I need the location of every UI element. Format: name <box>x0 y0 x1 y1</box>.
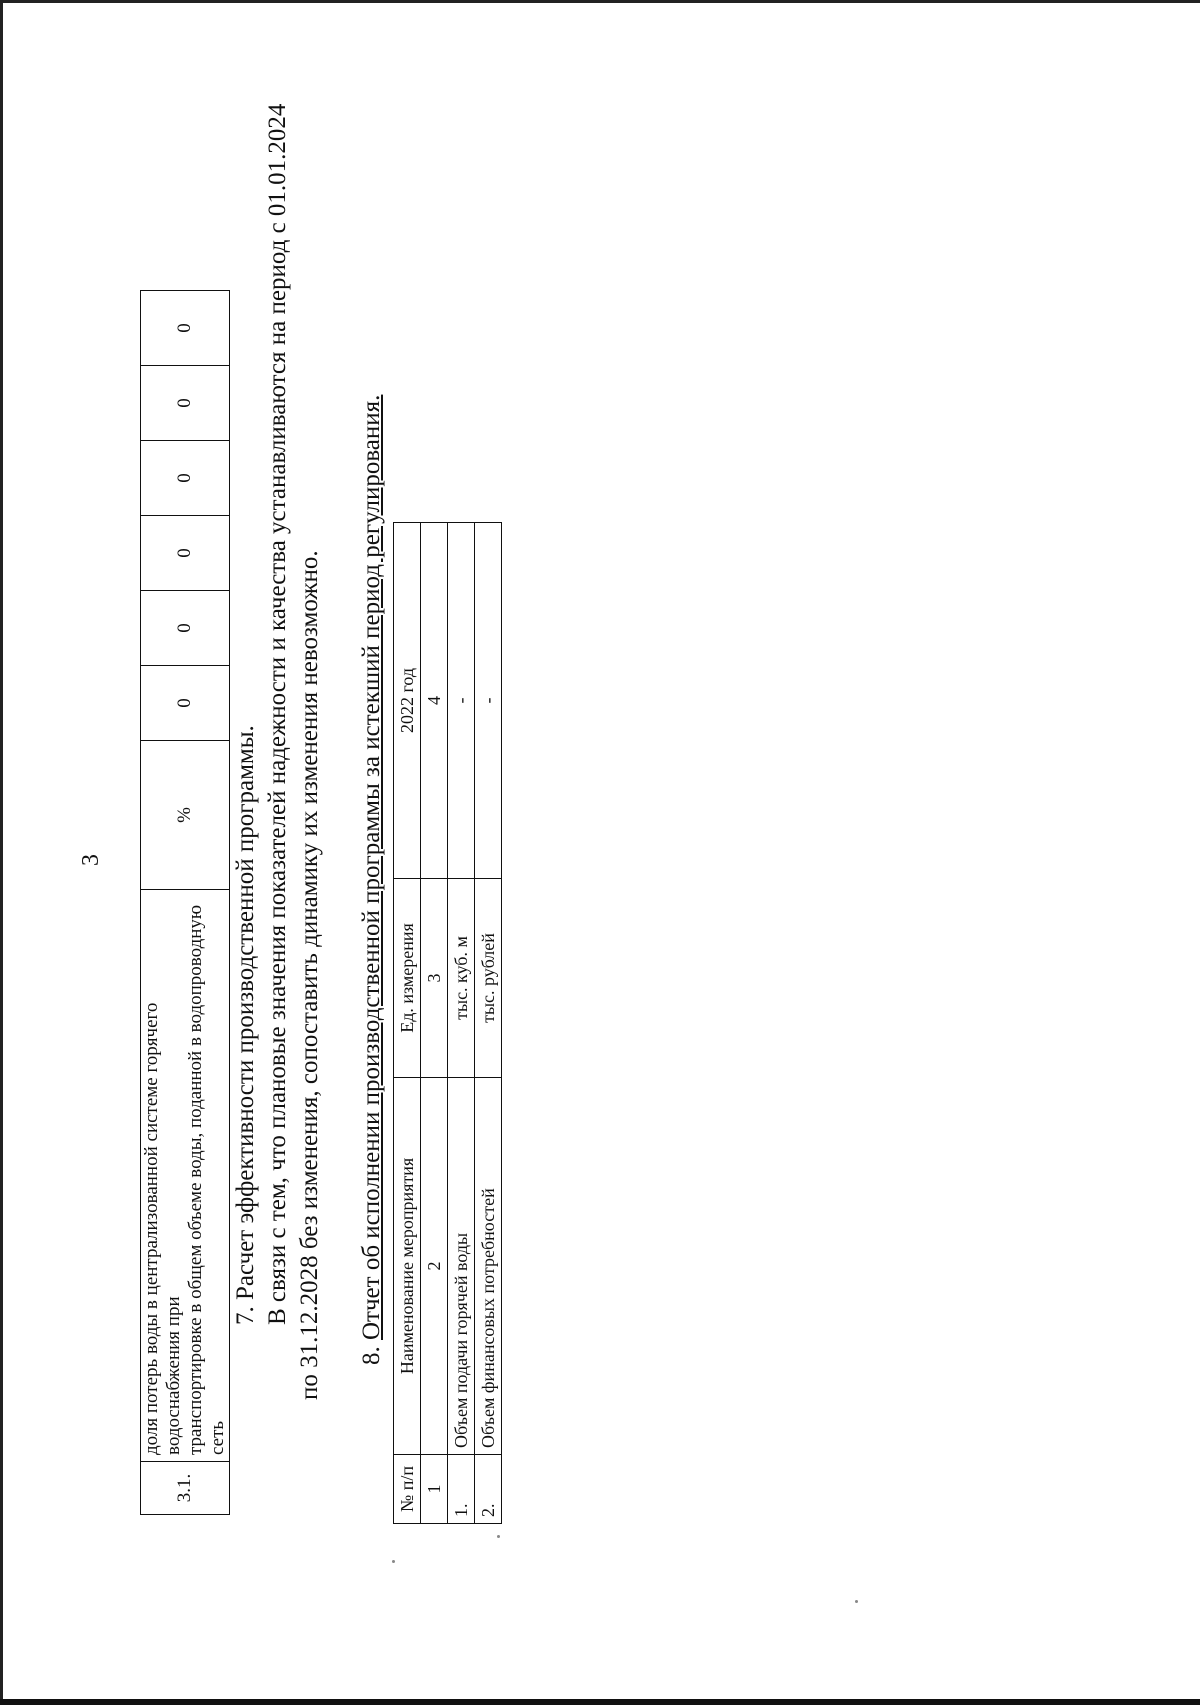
row-name: Объем финансовых потребностей <box>475 1078 502 1455</box>
header-cell: № п/п <box>394 1455 421 1524</box>
index-cell: 4 <box>421 523 448 879</box>
index-cell: 2 <box>421 1078 448 1455</box>
section-7-paragraph: В связи с тем, что плановые значения показателей надежности и качества устанавливаются на период с 01.01.2024 <box>264 103 291 1325</box>
table-header-row <box>394 523 421 1524</box>
index-cell: 3 <box>421 879 448 1078</box>
scan-speck <box>392 1560 395 1563</box>
program-report-table <box>393 522 502 1524</box>
row-number: 3.1. <box>141 1462 230 1515</box>
row-name: Объем подачи горячей воды <box>448 1078 475 1455</box>
scan-speck <box>497 1535 500 1538</box>
table-index-row <box>421 523 448 1524</box>
section-8-title: Отчет об исполнении производственной программы за истекший период регулирования. <box>358 394 385 1340</box>
section-8-heading <box>358 395 386 1365</box>
table-row <box>141 291 230 1515</box>
indicator-name <box>141 890 230 1462</box>
row-unit: тыс. рублей <box>475 879 502 1078</box>
indicator-value: 0 <box>141 591 230 666</box>
header-cell: 2022 год <box>394 523 421 879</box>
row-value: - <box>448 523 475 879</box>
index-cell: 1 <box>421 1455 448 1524</box>
indicator-value: 0 <box>141 441 230 516</box>
indicator-table <box>140 290 230 1515</box>
scan-speck <box>855 1600 858 1603</box>
table-row <box>475 523 502 1524</box>
indicator-value: 0 <box>141 291 230 366</box>
indicator-value: 0 <box>141 366 230 441</box>
indicator-value: 0 <box>141 516 230 591</box>
row-number: 1. <box>448 1455 475 1524</box>
indicator-name-line: доля потерь воды в централизованной системе горячего водоснабжения при <box>141 1002 184 1455</box>
row-value: - <box>475 523 502 879</box>
indicator-value: 0 <box>141 666 230 741</box>
table-row <box>448 523 475 1524</box>
indicator-unit: % <box>141 741 230 890</box>
indicator-name-line: транспортировке в общем объеме воды, поданной в водопроводную сеть <box>185 904 228 1455</box>
row-unit: тыс. куб. м <box>448 879 475 1078</box>
section-7-paragraph-continued: по 31.12.2028 без изменения, сопоставить динамику их изменения невозможно. <box>296 550 323 1400</box>
section-8-number: 8. <box>358 1340 385 1365</box>
row-number: 2. <box>475 1455 502 1524</box>
section-7-heading: 7. Расчет эффективности производственной программы. <box>232 725 259 1325</box>
page-number: 3 <box>78 854 104 866</box>
header-cell: Ед. измерения <box>394 879 421 1078</box>
header-cell: Наименование мероприятия <box>394 1078 421 1455</box>
